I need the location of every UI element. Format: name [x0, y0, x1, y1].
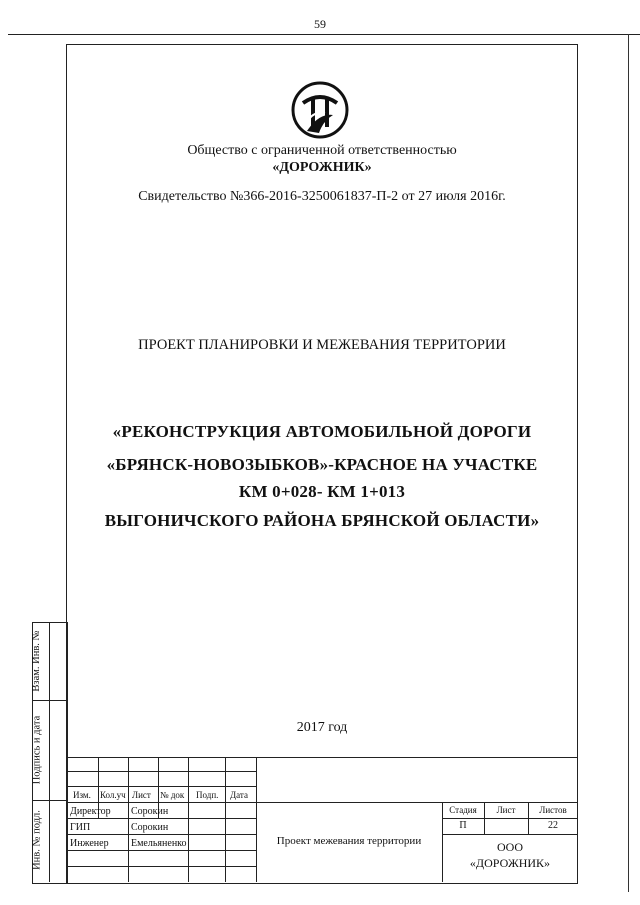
org-name-line1: Общество с ограниченной ответственностью	[187, 143, 457, 158]
side-label-inv: Инв. № подл.	[31, 810, 43, 870]
tb-header-list: Лист	[132, 790, 151, 800]
title-line-1: «РЕКОНСТРУКЦИЯ АВТОМОБИЛЬНОЙ ДОРОГИ	[112, 422, 532, 441]
tb-header-doc: № док	[160, 790, 185, 800]
tb-role-3: Инженер	[70, 838, 109, 849]
project-type: ПРОЕКТ ПЛАНИРОВКИ И МЕЖЕВАНИЯ ТЕРРИТОРИИ	[138, 337, 506, 353]
tb-header-bottom	[66, 802, 578, 803]
side-stamp-divider	[49, 622, 50, 882]
tb-stage-header: Стадия	[449, 805, 477, 815]
tb-role-1: Директор	[70, 806, 111, 817]
tb-right-row-1	[442, 818, 578, 819]
side-label-podpis: Подпись и дата	[31, 715, 43, 785]
tb-stage-value: П	[459, 820, 467, 831]
tb-header-data: Дата	[230, 790, 248, 800]
tb-row-line-5	[66, 850, 256, 851]
tb-document-name: Проект межевания территории	[276, 835, 422, 847]
tb-role-2: ГИП	[70, 822, 91, 833]
tb-row-line-6	[66, 866, 256, 867]
tb-top-line	[66, 757, 578, 758]
title-line-2: «БРЯНСК-НОВОЗЫБКОВ»-КРАСНОЕ НА УЧАСТКЕ	[106, 455, 538, 474]
right-edge-line	[628, 34, 629, 892]
tb-col-5	[225, 757, 226, 882]
tb-right-row-2	[442, 834, 578, 835]
tb-header-izm: Изм.	[73, 790, 91, 800]
certificate-text: Свидетельство №366-2016-3250061837-П-2 от 27 июля 2016г.	[138, 189, 506, 204]
title-line-4: ВЫГОНИЧСКОГО РАЙОНА БРЯНСКОЙ ОБЛАСТИ»	[104, 511, 540, 530]
tb-col-4	[188, 757, 189, 882]
tb-company-line1: ООО	[497, 840, 523, 854]
title-line-3: КМ 0+028- КМ 1+013	[238, 482, 406, 501]
tb-name-3: Емельяненко	[131, 838, 187, 849]
top-border-line	[8, 34, 640, 35]
tb-header-kolvo: Кол.уч	[100, 790, 126, 800]
company-logo-icon	[285, 75, 355, 145]
tb-sheet-header: Лист	[496, 805, 516, 815]
side-label-vzam: Взам. Инв. №	[31, 630, 42, 692]
tb-company-line2: «ДОРОЖНИК»	[469, 856, 551, 870]
tb-sheets-value: 22	[548, 820, 558, 831]
tb-col-6	[256, 757, 257, 882]
tb-row-line-2	[66, 786, 256, 787]
tb-name-1: Сорокин	[131, 806, 169, 817]
tb-name-2: Сорокин	[131, 822, 169, 833]
tb-sheets-header: Листов	[539, 805, 567, 815]
tb-row-line-1	[66, 771, 256, 772]
tb-row-line-4	[66, 834, 256, 835]
tb-header-podp: Подп.	[196, 790, 219, 800]
tb-col-2	[128, 757, 129, 882]
page-number: 59	[314, 17, 326, 31]
tb-row-line-3	[66, 818, 256, 819]
org-name-line2: «ДОРОЖНИК»	[272, 160, 372, 175]
year: 2017 год	[296, 720, 348, 735]
